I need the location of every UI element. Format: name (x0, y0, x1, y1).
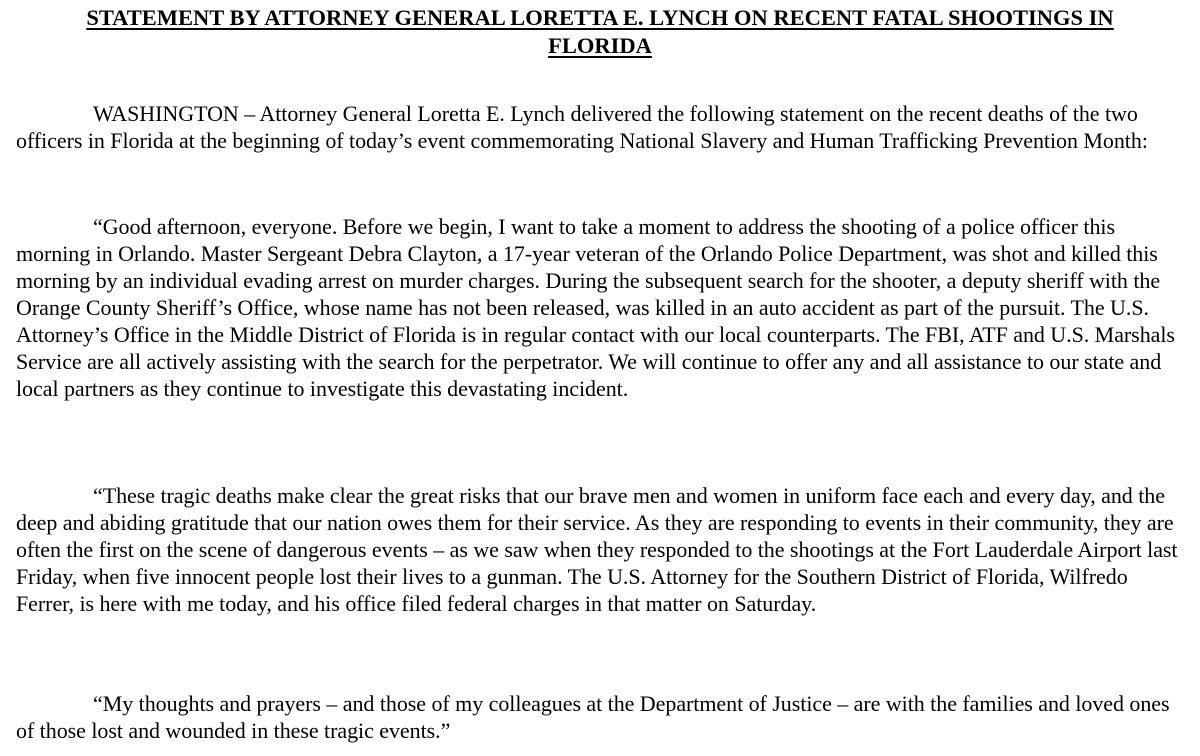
paragraph-quote-3: “My thoughts and prayers – and those of my colleagues at the Department of Justice – are with the families and loved ones of those lost and wounded in these tragic events.” (16, 691, 1170, 743)
document-title: STATEMENT BY ATTORNEY GENERAL LORETTA E. LYNCH ON RECENT FATAL SHOOTINGS IN FLORIDA (86, 5, 1114, 58)
paragraph-quote-1: “Good afternoon, everyone. Before we begin, I want to take a moment to address the shooting of a police officer this morning in Orlando. Master Sergeant Debra Clayton, a 17-year veteran of the Orlando Police Department, was shot and killed this morning by an individual evading arrest on murder charges. During the subsequent search for the shooter, a deputy sheriff with the Orange County Sheriff’s Office, whose name has not been released, was killed in an auto accident as part of the pursuit. The U.S. Attorney’s Office in the Middle District of Florida is in regular contact with our local counterparts. The FBI, ATF and U.S. Marshals Service are all actively assisting with the search for the perpetrator. We will continue to offer any and all assistance to our state and local partners as they continue to investigate this devastating incident. (16, 214, 1175, 401)
paragraph-intro: WASHINGTON – Attorney General Loretta E. Lynch delivered the following statement on the recent deaths of the two officers in Florida at the beginning of today’s event commemorating National Slavery and Human Trafficking Prevention Month: (16, 101, 1148, 153)
paragraph-quote-2: “These tragic deaths make clear the great risks that our brave men and women in uniform face each and every day, and the deep and abiding gratitude that our nation owes them for their service. As they are responding to events in their community, they are often the first on the scene of dangerous events – as we saw when they responded to the shootings at the Fort Lauderdale Airport last Friday, when five innocent people lost their lives to a gunman. The U.S. Attorney for the Southern District of Florida, Wilfredo Ferrer, is here with me today, and his office filed federal charges in that matter on Saturday. (16, 483, 1178, 616)
